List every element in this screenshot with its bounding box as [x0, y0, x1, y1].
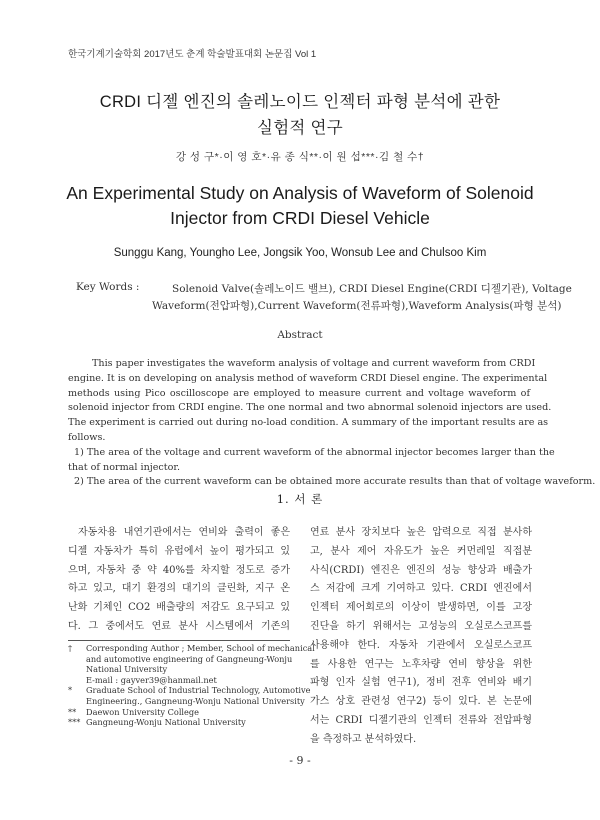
footnote-mark: * — [68, 685, 73, 696]
abstract-line: The experiment is carried out during no-load condition. A summary of the important results are as — [68, 417, 549, 429]
keywords — [152, 281, 572, 315]
body-line: 사용해야 한다. 자동차 기관에서 오실로스코프 — [310, 639, 532, 651]
footnote-mark: † — [68, 643, 73, 653]
body-line: 디젤 자동차가 특히 유럽에서 높이 평가되고 있 — [68, 545, 290, 557]
abstract-result-1: 1) The area of the voltage and current waveform of the abnormal injector becomes larger than the — [74, 446, 555, 458]
footnote-email: E-mail : gayver39@hanmail.net — [86, 674, 217, 685]
footnote-mark: *** — [68, 717, 81, 728]
footnote-affiliation-1 — [68, 685, 311, 706]
english-title-line-1: An Experimental Study on Analysis of Waveform of Solenoid — [66, 183, 534, 203]
body-column-left — [68, 524, 290, 637]
abstract-line: This paper investigates the waveform analysis of voltage and current waveform from CRDI — [92, 358, 536, 369]
keywords-line-1: Solenoid Valve(솔레노이드 밸브), CRDI Diesel Engine(CRDI 디젤기관), Voltage — [172, 283, 572, 295]
footnote-divider — [68, 640, 290, 641]
journal-header: 한국기계기술학회 2017년도 춘계 학술발표대회 논문집 Vol 1 — [68, 49, 317, 60]
footnote-line: Corresponding Author ; Member, School of mechanical — [86, 643, 315, 653]
body-line: 난화 기체인 CO2 배출량의 저감도 요구되고 있 — [68, 602, 290, 614]
body-line: 스 저감에 크게 기여하고 있다. CRDI 엔진에서 — [310, 583, 532, 595]
page-number: - 9 - — [289, 754, 311, 767]
footnote-affiliation-3 — [68, 717, 298, 728]
body-line: 으며, 자동차 중 약 40%를 차지할 정도로 증가 — [68, 564, 290, 576]
keywords-line-2: Waveform(전압파형),Current Waveform(전류파형),Waveform Analysis(파형 분석) — [152, 300, 562, 312]
korean-authors: 강 성 구*·이 영 호*·유 종 식**·이 원 섭***·김 철 수† — [175, 151, 425, 163]
body-line: 을 측정하고 분석하였다. — [310, 733, 417, 745]
footnote-mark: ** — [68, 706, 77, 717]
english-title-line-2: Injector from CRDI Diesel Vehicle — [170, 208, 430, 228]
abstract-result-1-cont: that of normal injector. — [68, 461, 180, 473]
body-column-right — [310, 524, 532, 750]
abstract-line: follows. — [68, 431, 106, 443]
abstract-line: methods using Pico oscilloscope are employed to measure current and voltage waveform of — [68, 387, 530, 399]
footnote-corresponding-author — [68, 643, 315, 685]
body-line: 자동차용 내연기관에서는 연비와 출력이 좋은 — [78, 527, 290, 538]
body-line: 연료 분사 장치보다 높은 압력으로 직접 분사하 — [310, 527, 532, 538]
body-line: 인젝터 제어회로의 이상이 발생하면, 이를 고장 — [310, 602, 532, 614]
body-line: 를 사용한 연구는 노후차량 연비 향상을 위한 — [310, 658, 532, 670]
keywords-label: Key Words : — [76, 281, 140, 293]
footnote-line: Daewon University College — [86, 706, 199, 717]
footnote-line: National University — [86, 664, 168, 675]
korean-title-line-1: CRDI 디젤 엔진의 솔레노이드 인젝터 파형 분석에 관한 — [99, 93, 501, 111]
footnote-line: and automotive engineering of Gangneung-Wonju — [86, 653, 293, 664]
footnote-line: Gangneung-Wonju National University — [86, 717, 246, 728]
abstract-result-2: 2) The area of the current waveform can be obtained more accurate results than that of voltage waveform. — [74, 476, 596, 488]
abstract-line: solenoid injector from CRDI engine. The one normal and two abnormal solenoid injectors are used. — [68, 402, 552, 414]
korean-title-line-2: 실험적 연구 — [256, 119, 344, 137]
body-line: 고, 분사 제어 자유도가 높은 커먼레일 직접분 — [310, 545, 532, 557]
english-authors: Sunggu Kang, Youngho Lee, Jongsik Yoo, Wonsub Lee and Chulsoo Kim — [113, 247, 487, 259]
footnote-line: Graduate School of Industrial Technology, Automotive — [86, 685, 311, 696]
abstract-line: engine. It is on developing on analysis method of waveform CRDI Diesel engine. The experimental — [68, 372, 548, 384]
section-heading-introduction: 1. 서 론 — [276, 492, 324, 506]
footnotes — [68, 643, 315, 728]
abstract-body — [68, 357, 596, 490]
abstract-heading: Abstract — [277, 329, 323, 341]
body-line: 파형 인자 실험 연구1), 정비 전후 연비와 배기 — [310, 677, 532, 689]
body-line: 진단을 하기 위해서는 고성능의 오실로스코프를 — [310, 620, 532, 632]
footnote-affiliation-2 — [68, 707, 298, 718]
body-line: 사식(CRDI) 엔진은 엔진의 성능 향상과 배출가 — [310, 564, 532, 576]
body-line: 서는 CRDI 디젤기관의 인젝터 전류와 전압파형 — [310, 714, 532, 726]
footnote-line: Engineering., Gangneung-Wonju National University — [86, 695, 305, 706]
body-line: 하고 있고, 대기 환경의 대기의 클린화, 지구 온 — [68, 583, 290, 595]
body-line: 가스 상호 관련성 연구2) 등이 있다. 본 논문에 — [310, 696, 532, 708]
body-line: 다. 그 중에서도 연료 분사 시스템에서 기존의 — [68, 620, 290, 632]
